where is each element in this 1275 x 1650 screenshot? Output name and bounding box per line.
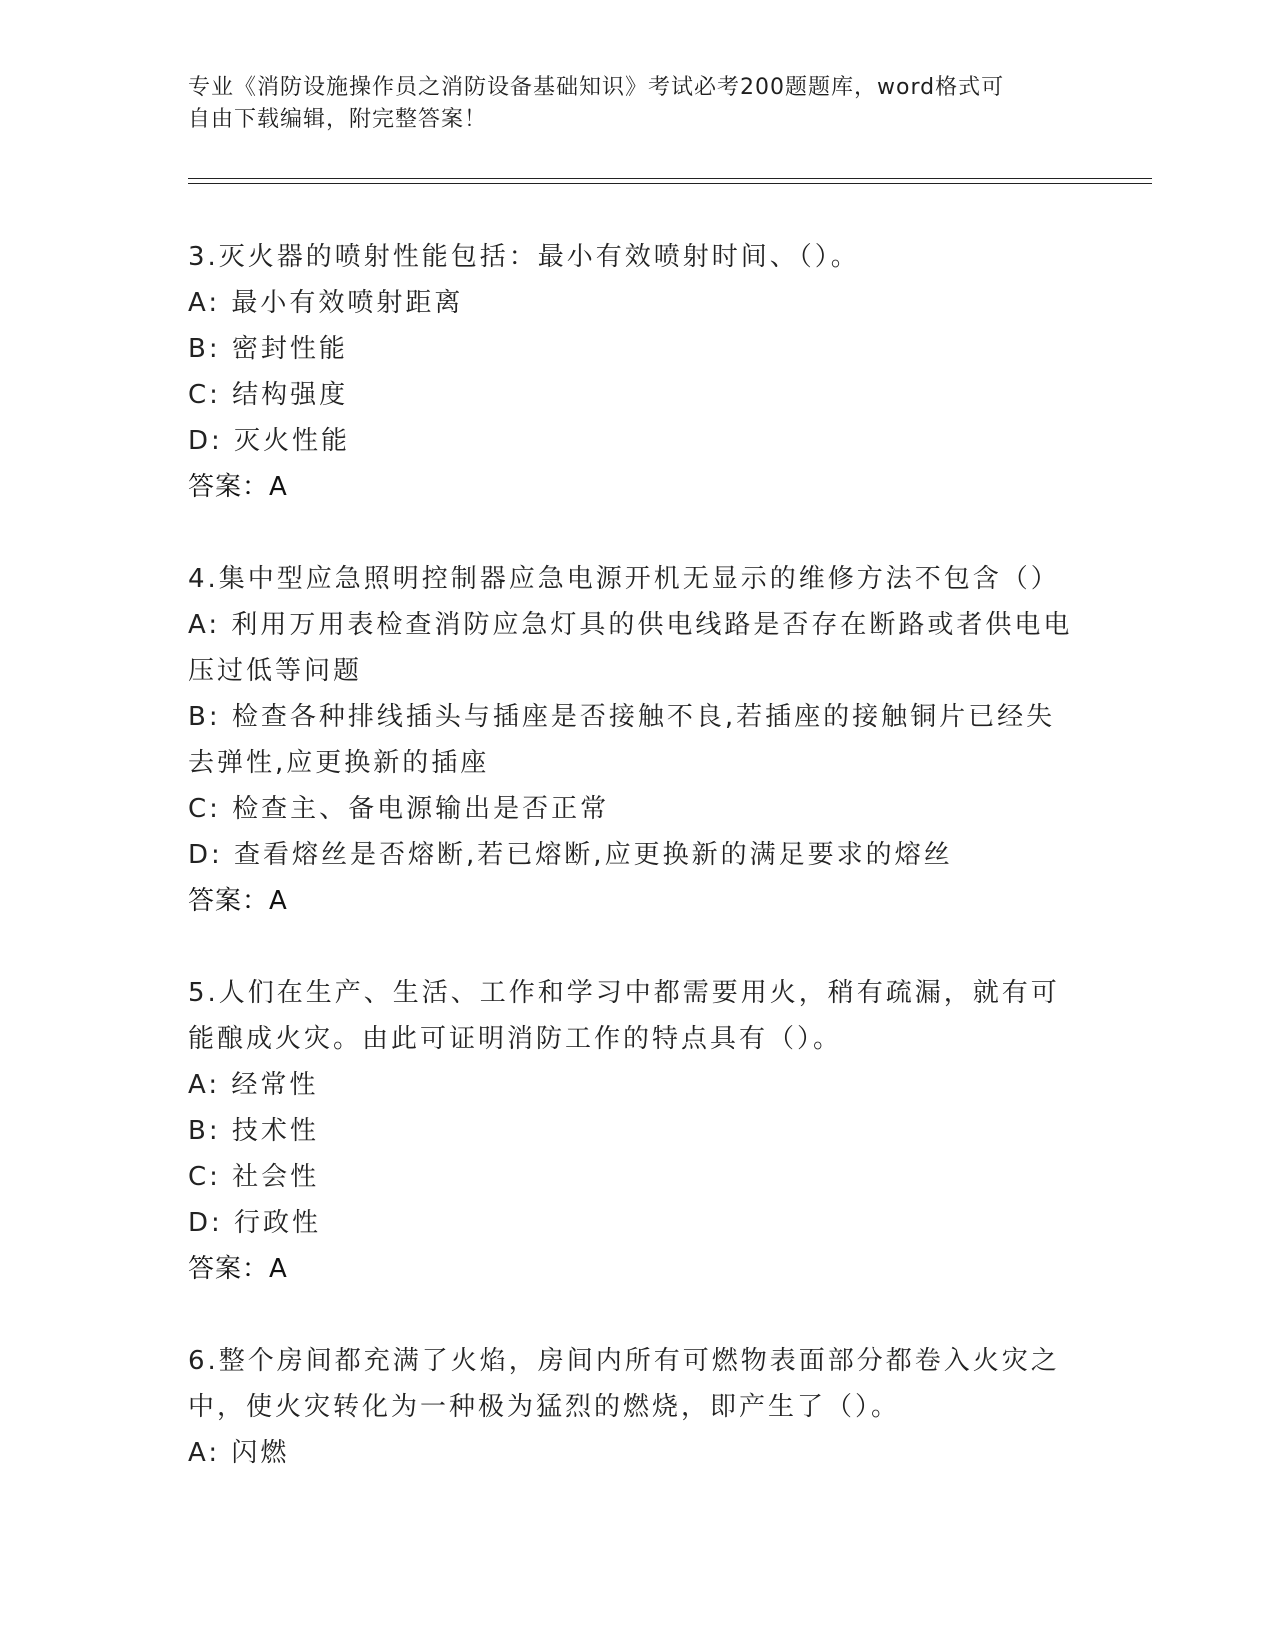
- question-spacer: [188, 1292, 1088, 1338]
- option-text: B: 密封性能: [188, 334, 348, 364]
- question-block: [188, 234, 1088, 510]
- question-spacer: [188, 924, 1088, 970]
- option-text: A: 最小有效喷射距离: [188, 288, 464, 318]
- question-block: [188, 970, 1088, 1292]
- header-line-2: 自由下载编辑，附完整答案！: [188, 107, 488, 132]
- option-text: B: 检查各种排线插头与插座是否接触不良,若插座的接触铜片已经失: [188, 702, 1056, 732]
- option-text: C: 社会性: [188, 1162, 320, 1192]
- option-text: 压过低等问题: [188, 656, 363, 686]
- answer-key: 答案：A: [188, 1254, 288, 1284]
- question-spacer: [188, 510, 1088, 556]
- option-text: A: 利用万用表检查消防应急灯具的供电线路是否存在断路或者供电电: [188, 610, 1073, 640]
- question-stem: 中，使火灾转化为一种极为猛烈的燃烧，即产生了（）。: [188, 1392, 901, 1422]
- question-block: [188, 556, 1088, 924]
- answer-key: 答案：A: [188, 472, 288, 502]
- option-text: A: 闪燃: [188, 1438, 290, 1468]
- document-header: [188, 72, 1068, 136]
- option-text: D: 行政性: [188, 1208, 322, 1238]
- header-divider-bottom: [188, 183, 1152, 184]
- header-line-1: 专业《消防设施操作员之消防设备基础知识》考试必考200题题库，word格式可: [188, 75, 1005, 100]
- option-text: C: 结构强度: [188, 380, 349, 410]
- question-stem: 4.集中型应急照明控制器应急电源开机无显示的维修方法不包含（）: [188, 564, 1060, 594]
- question-stem: 能酿成火灾。由此可证明消防工作的特点具有（）。: [188, 1024, 843, 1054]
- option-text: D: 灭火性能: [188, 426, 351, 456]
- question-stem: 6.整个房间都充满了火焰，房间内所有可燃物表面部分都卷入火灾之: [188, 1346, 1060, 1376]
- question-stem: 5.人们在生产、生活、工作和学习中都需要用火，稍有疏漏，就有可: [188, 978, 1060, 1008]
- header-divider-top: [188, 178, 1152, 179]
- option-text: B: 技术性: [188, 1116, 319, 1146]
- answer-key: 答案：A: [188, 886, 288, 916]
- option-text: 去弹性,应更换新的插座: [188, 748, 490, 778]
- option-text: C: 检查主、备电源输出是否正常: [188, 794, 610, 824]
- question-stem: 3.灭火器的喷射性能包括：最小有效喷射时间、（）。: [188, 242, 860, 272]
- option-text: D: 查看熔丝是否熔断,若已熔断,应更换新的满足要求的熔丝: [188, 840, 953, 870]
- option-text: A: 经常性: [188, 1070, 319, 1100]
- question-block: [188, 1338, 1088, 1476]
- question-list: [188, 234, 1088, 1476]
